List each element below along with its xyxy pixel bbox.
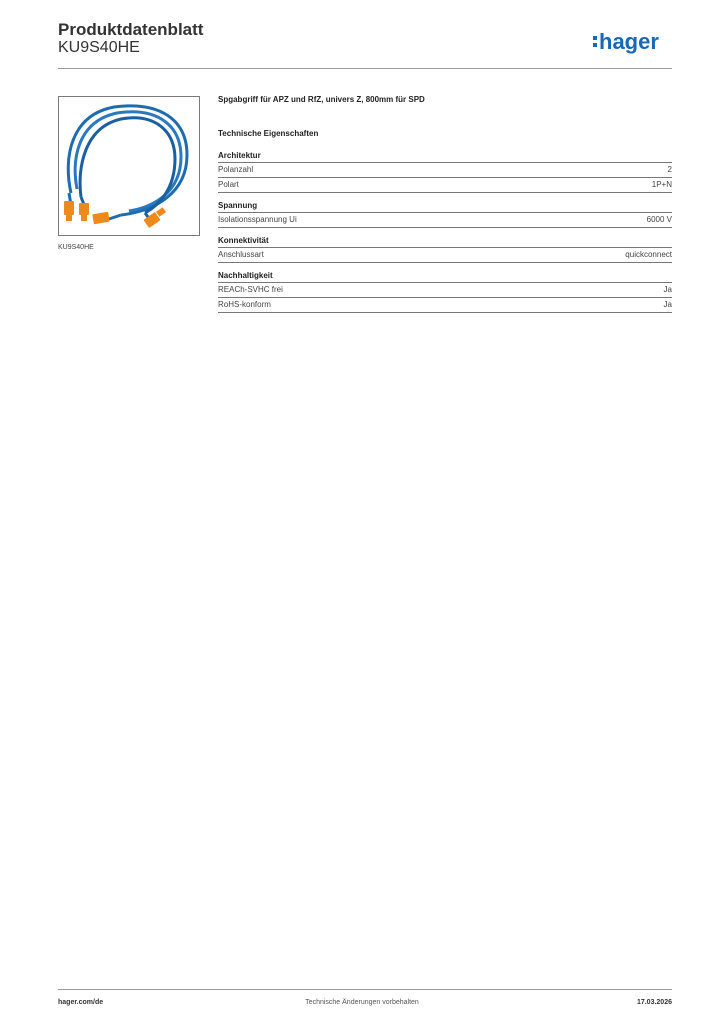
row-label: RoHS-konform: [218, 300, 271, 309]
row-value: 6000 V: [646, 215, 672, 224]
row-label: Isolationsspannung Ui: [218, 215, 297, 224]
section-heading: Technische Eigenschaften: [218, 129, 319, 138]
table-row: [218, 163, 672, 178]
group-spannung: [218, 201, 672, 228]
document-title: Produktdatenblatt: [58, 20, 204, 39]
row-value: quickconnect: [625, 250, 672, 259]
group-title: Architektur: [218, 151, 672, 163]
product-code: KU9S40HE: [58, 39, 140, 56]
cable-image: [59, 97, 199, 235]
table-row: [218, 283, 672, 298]
logo-text: hager: [599, 29, 659, 54]
row-value: Ja: [663, 285, 672, 294]
main-content: [218, 95, 672, 321]
row-label: Polanzahl: [218, 165, 254, 174]
image-caption: KU9S40HE: [58, 244, 94, 251]
footer-divider: [58, 989, 672, 990]
group-architektur: [218, 151, 672, 193]
row-value: 2: [667, 165, 672, 174]
product-image: [58, 96, 200, 236]
table-row: [218, 213, 672, 228]
group-title: Spannung: [218, 201, 672, 213]
footer-website-link[interactable]: hager.com/de: [58, 999, 104, 1006]
product-description: Spgabgriff für APZ und RfZ, univers Z, 800mm für SPD: [218, 95, 425, 104]
group-konnektivitaet: [218, 236, 672, 263]
row-label: Anschlussart: [218, 250, 264, 259]
header-divider: [58, 68, 672, 69]
row-label: REACh-SVHC frei: [218, 285, 283, 294]
group-title: Nachhaltigkeit: [218, 271, 672, 283]
table-row: [218, 178, 672, 193]
row-label: Polart: [218, 180, 239, 189]
group-title: Konnektivität: [218, 236, 672, 248]
footer-date: 17.03.2026: [636, 999, 672, 1006]
table-row: [218, 298, 672, 313]
row-value: Ja: [663, 300, 672, 309]
table-row: [218, 248, 672, 263]
footer-notice: Technische Änderungen vorbehalten: [305, 999, 419, 1006]
row-value: 1P+N: [651, 180, 672, 189]
hager-logo: [592, 27, 674, 57]
group-nachhaltigkeit: [218, 271, 672, 313]
